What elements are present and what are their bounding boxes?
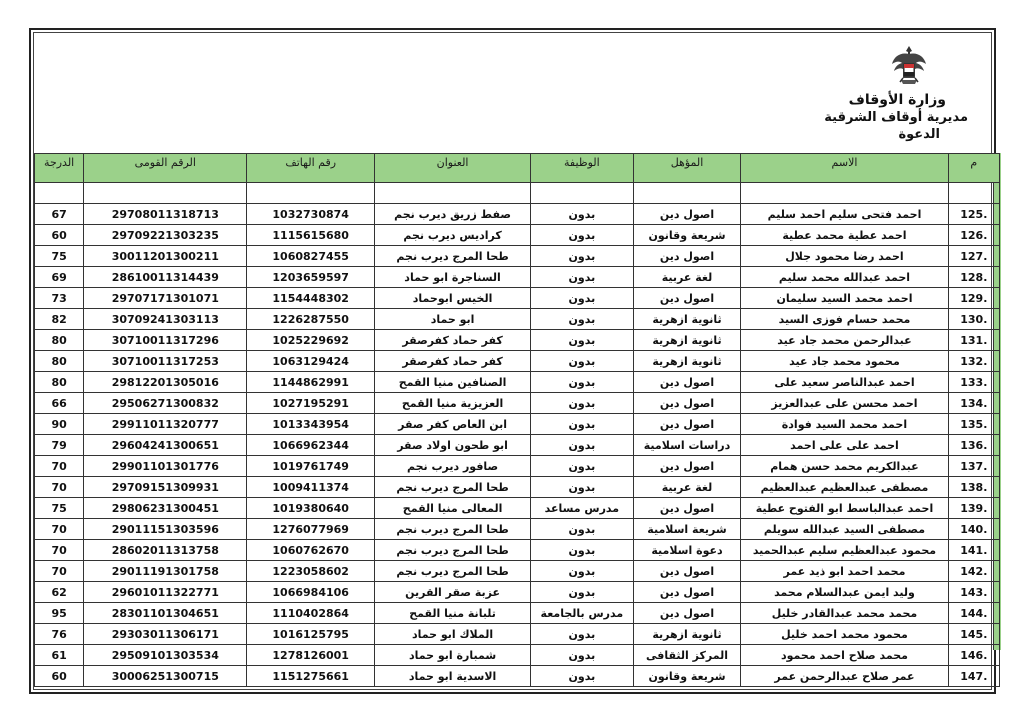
cell-qualification: ثانوية ازهرية <box>633 351 741 372</box>
cell-address: طحا المرج ديرب نجم <box>375 246 531 267</box>
cell-no: 135. <box>948 414 999 435</box>
cell-name: احمد عطية محمد عطية <box>741 225 948 246</box>
document-header <box>748 92 968 143</box>
cell-qualification: ثانوية ازهرية <box>633 624 741 645</box>
table-row <box>35 393 1000 414</box>
cell-qualification: شريعة اسلامية <box>633 519 741 540</box>
cell-national-id: 29901101301776 <box>84 456 247 477</box>
cell-job: بدون <box>531 267 634 288</box>
cell-no: 126. <box>948 225 999 246</box>
cell-phone: 1027195291 <box>247 393 375 414</box>
cell-grade: 80 <box>35 372 84 393</box>
cell-no: 144. <box>948 603 999 624</box>
table-row <box>35 498 1000 519</box>
cell-grade: 61 <box>35 645 84 666</box>
cell-name: عبدالكريم محمد حسن همام <box>741 456 948 477</box>
cell-qualification: اصول دين <box>633 246 741 267</box>
table-row <box>35 624 1000 645</box>
cell-grade: 62 <box>35 582 84 603</box>
cell-phone: 1016125795 <box>247 624 375 645</box>
table-row <box>35 225 1000 246</box>
cell-qualification: اصول دين <box>633 456 741 477</box>
cell-national-id: 28301101304651 <box>84 603 247 624</box>
cell-address: الملاك ابو حماد <box>375 624 531 645</box>
cell-grade: 73 <box>35 288 84 309</box>
cell-phone: 1144862991 <box>247 372 375 393</box>
cell-name: مصطفى السيد عبدالله سويلم <box>741 519 948 540</box>
cell-job: بدون <box>531 477 634 498</box>
table-row <box>35 666 1000 687</box>
cell-address: ابن العاص كفر صقر <box>375 414 531 435</box>
cell-name: احمد عبدالله محمد سليم <box>741 267 948 288</box>
cell-national-id: 29601011322771 <box>84 582 247 603</box>
cell-grade: 90 <box>35 414 84 435</box>
cell-name: محمد صلاح احمد محمود <box>741 645 948 666</box>
cell-address: عزبة صقر القرين <box>375 582 531 603</box>
cell-phone: 1060827455 <box>247 246 375 267</box>
cell-job: بدون <box>531 561 634 582</box>
cell-no: 128. <box>948 267 999 288</box>
cell-qualification: شريعة وقانون <box>633 666 741 687</box>
cell-national-id: 29911011320777 <box>84 414 247 435</box>
cell-phone: 1226287550 <box>247 309 375 330</box>
cell-qualification: لغة عربية <box>633 477 741 498</box>
cell-no: 127. <box>948 246 999 267</box>
cell-national-id: 29806231300451 <box>84 498 247 519</box>
cell-grade: 60 <box>35 225 84 246</box>
cell-national-id: 29509101303534 <box>84 645 247 666</box>
table-row <box>35 645 1000 666</box>
cell-name: محمود محمد احمد خليل <box>741 624 948 645</box>
cell-grade: 75 <box>35 246 84 267</box>
cell-no: 138. <box>948 477 999 498</box>
table-row <box>35 204 1000 225</box>
cell-address: الاسدية ابو حماد <box>375 666 531 687</box>
cell-name: احمد على على احمد <box>741 435 948 456</box>
cell-job: بدون <box>531 456 634 477</box>
cell-job: بدون <box>531 582 634 603</box>
cell-grade: 70 <box>35 561 84 582</box>
table-row <box>35 414 1000 435</box>
cell-grade: 95 <box>35 603 84 624</box>
header-gap <box>35 183 1000 204</box>
cell-no: 139. <box>948 498 999 519</box>
cell-no: 147. <box>948 666 999 687</box>
cell-address: الصنافين منيا القمح <box>375 372 531 393</box>
cell-address: ابو طحون اولاد صقر <box>375 435 531 456</box>
cell-phone: 1276077969 <box>247 519 375 540</box>
table-header-row <box>35 154 1000 183</box>
cell-qualification: ثانوية ازهرية <box>633 309 741 330</box>
cell-national-id: 30006251300715 <box>84 666 247 687</box>
cell-name: محمد احمد ابو ذيد عمر <box>741 561 948 582</box>
cell-no: 133. <box>948 372 999 393</box>
cell-job: بدون <box>531 666 634 687</box>
cell-phone: 1066984106 <box>247 582 375 603</box>
cell-job: بدون <box>531 288 634 309</box>
cell-grade: 69 <box>35 267 84 288</box>
cell-no: 134. <box>948 393 999 414</box>
cell-grade: 70 <box>35 477 84 498</box>
cell-name: عبدالرحمن محمد جاد عيد <box>741 330 948 351</box>
cell-job: مدرس بالجامعة <box>531 603 634 624</box>
cell-national-id: 29011191301758 <box>84 561 247 582</box>
cell-qualification: اصول دين <box>633 204 741 225</box>
cell-national-id: 29604241300651 <box>84 435 247 456</box>
cell-name: احمد رضا محمود جلال <box>741 246 948 267</box>
col-no: م <box>948 154 999 183</box>
cell-grade: 70 <box>35 456 84 477</box>
cell-national-id: 30710011317296 <box>84 330 247 351</box>
cell-national-id: 29011151303596 <box>84 519 247 540</box>
cell-address: صفط زريق ديرب نجم <box>375 204 531 225</box>
cell-qualification: دراسات اسلامية <box>633 435 741 456</box>
cell-phone: 1203659597 <box>247 267 375 288</box>
cell-phone: 1032730874 <box>247 204 375 225</box>
cell-name: احمد محسن على عبدالعزيز <box>741 393 948 414</box>
cell-qualification: اصول دين <box>633 393 741 414</box>
cell-address: صافور ديرب نجم <box>375 456 531 477</box>
col-name: الاسم <box>741 154 948 183</box>
table-row <box>35 267 1000 288</box>
cell-phone: 1060762670 <box>247 540 375 561</box>
cell-address: العزيزية منيا القمح <box>375 393 531 414</box>
cell-job: بدون <box>531 225 634 246</box>
table-row <box>35 540 1000 561</box>
table-row <box>35 351 1000 372</box>
cell-national-id: 30011201300211 <box>84 246 247 267</box>
roster-table <box>34 153 1000 687</box>
cell-qualification: شريعة وقانون <box>633 225 741 246</box>
cell-phone: 1013343954 <box>247 414 375 435</box>
cell-no: 137. <box>948 456 999 477</box>
cell-qualification: اصول دين <box>633 561 741 582</box>
cell-qualification: المركز الثقافى <box>633 645 741 666</box>
cell-address: طحا المرج ديرب نجم <box>375 540 531 561</box>
cell-qualification: اصول دين <box>633 288 741 309</box>
cell-name: محمد حسام فوزى السيد <box>741 309 948 330</box>
cell-phone: 1019761749 <box>247 456 375 477</box>
cell-grade: 70 <box>35 519 84 540</box>
cell-no: 141. <box>948 540 999 561</box>
cell-no: 145. <box>948 624 999 645</box>
cell-national-id: 28610011314439 <box>84 267 247 288</box>
cell-grade: 79 <box>35 435 84 456</box>
cell-address: طحا المرج ديرب نجم <box>375 519 531 540</box>
cell-national-id: 29303011306171 <box>84 624 247 645</box>
cell-qualification: اصول دين <box>633 372 741 393</box>
cell-no: 136. <box>948 435 999 456</box>
table-row <box>35 519 1000 540</box>
table-row <box>35 372 1000 393</box>
cell-national-id: 28602011313758 <box>84 540 247 561</box>
cell-no: 143. <box>948 582 999 603</box>
cell-phone: 1278126001 <box>247 645 375 666</box>
cell-phone: 1110402864 <box>247 603 375 624</box>
cell-qualification: لغة عربية <box>633 267 741 288</box>
table-row <box>35 603 1000 624</box>
cell-address: الخيس ابوحماد <box>375 288 531 309</box>
cell-name: محمد محمد عبدالقادر خليل <box>741 603 948 624</box>
cell-address: السناجرة ابو حماد <box>375 267 531 288</box>
cell-job: بدون <box>531 351 634 372</box>
cell-phone: 1151275661 <box>247 666 375 687</box>
cell-qualification: دعوة اسلامية <box>633 540 741 561</box>
cell-national-id: 30709241303113 <box>84 309 247 330</box>
cell-address: المعالى منيا القمح <box>375 498 531 519</box>
cell-job: بدون <box>531 372 634 393</box>
cell-phone: 1115615680 <box>247 225 375 246</box>
cell-name: محمود عبدالعظيم سليم عبدالحميد <box>741 540 948 561</box>
eagle-emblem-icon <box>889 42 929 90</box>
cell-grade: 80 <box>35 330 84 351</box>
cell-address: كفر حماد كفرصقر <box>375 351 531 372</box>
cell-name: محمود محمد جاد عيد <box>741 351 948 372</box>
cell-address: كفر حماد كفرصقر <box>375 330 531 351</box>
cell-job: بدون <box>531 309 634 330</box>
cell-job: بدون <box>531 330 634 351</box>
table-row <box>35 246 1000 267</box>
col-job: الوظيفة <box>531 154 634 183</box>
cell-grade: 70 <box>35 540 84 561</box>
cell-qualification: ثانوية ازهرية <box>633 330 741 351</box>
cell-grade: 76 <box>35 624 84 645</box>
cell-qualification: اصول دين <box>633 603 741 624</box>
cell-name: عمر صلاح عبدالرحمن عمر <box>741 666 948 687</box>
cell-job: بدون <box>531 624 634 645</box>
cell-no: 131. <box>948 330 999 351</box>
cell-no: 129. <box>948 288 999 309</box>
col-phone: رقم الهاتف <box>247 154 375 183</box>
table-row <box>35 309 1000 330</box>
cell-job: بدون <box>531 204 634 225</box>
cell-address: شمبارة ابو حماد <box>375 645 531 666</box>
cell-job: بدون <box>531 645 634 666</box>
cell-grade: 60 <box>35 666 84 687</box>
cell-name: احمد عبدالناصر سعيد على <box>741 372 948 393</box>
cell-name: وليد ايمن عبدالسلام محمد <box>741 582 948 603</box>
cell-phone: 1154448302 <box>247 288 375 309</box>
cell-grade: 82 <box>35 309 84 330</box>
cell-grade: 66 <box>35 393 84 414</box>
cell-job: بدون <box>531 519 634 540</box>
cell-no: 132. <box>948 351 999 372</box>
cell-national-id: 29708011318713 <box>84 204 247 225</box>
cell-address: كراديس ديرب نجم <box>375 225 531 246</box>
cell-qualification: اصول دين <box>633 582 741 603</box>
cell-address: طحا المرج ديرب نجم <box>375 477 531 498</box>
cell-name: احمد محمد السيد فوادة <box>741 414 948 435</box>
cell-job: بدون <box>531 246 634 267</box>
cell-job: بدون <box>531 540 634 561</box>
cell-national-id: 29709221303235 <box>84 225 247 246</box>
cell-address: تلبانة منيا القمح <box>375 603 531 624</box>
cell-name: مصطفى عبدالعظيم عبدالعظيم <box>741 477 948 498</box>
col-qualification: المؤهل <box>633 154 741 183</box>
cell-phone: 1066962344 <box>247 435 375 456</box>
cell-grade: 75 <box>35 498 84 519</box>
table-row <box>35 456 1000 477</box>
cell-grade: 80 <box>35 351 84 372</box>
cell-name: احمد عبدالباسط ابو الفتوح عطية <box>741 498 948 519</box>
cell-job: بدون <box>531 414 634 435</box>
cell-grade: 67 <box>35 204 84 225</box>
cell-phone: 1223058602 <box>247 561 375 582</box>
table-row <box>35 561 1000 582</box>
cell-national-id: 29506271300832 <box>84 393 247 414</box>
cell-phone: 1009411374 <box>247 477 375 498</box>
cell-no: 125. <box>948 204 999 225</box>
cell-national-id: 30710011317253 <box>84 351 247 372</box>
col-grade: الدرجة <box>35 154 84 183</box>
cell-address: طحا المرج ديرب نجم <box>375 561 531 582</box>
cell-no: 140. <box>948 519 999 540</box>
cell-phone: 1025229692 <box>247 330 375 351</box>
cell-job: بدون <box>531 393 634 414</box>
table-row <box>35 477 1000 498</box>
directorate-name: مديرية أوقاف الشرقية <box>824 110 968 125</box>
cell-national-id: 29812201305016 <box>84 372 247 393</box>
department-name: الدعوة <box>898 127 940 142</box>
cell-no: 142. <box>948 561 999 582</box>
cell-qualification: اصول دين <box>633 498 741 519</box>
cell-phone: 1019380640 <box>247 498 375 519</box>
table-row <box>35 435 1000 456</box>
cell-no: 146. <box>948 645 999 666</box>
table-row <box>35 330 1000 351</box>
cell-job: مدرس مساعد <box>531 498 634 519</box>
cell-address: ابو حماد <box>375 309 531 330</box>
cell-phone: 1063129424 <box>247 351 375 372</box>
cell-no: 130. <box>948 309 999 330</box>
table-row <box>35 582 1000 603</box>
cell-national-id: 29709151309931 <box>84 477 247 498</box>
cell-name: احمد فتحى سليم احمد سليم <box>741 204 948 225</box>
cell-name: احمد محمد السيد سليمان <box>741 288 948 309</box>
col-national-id: الرقم القومى <box>84 154 247 183</box>
table-row <box>35 288 1000 309</box>
col-address: العنوان <box>375 154 531 183</box>
cell-qualification: اصول دين <box>633 414 741 435</box>
ministry-name: وزارة الأوقاف <box>848 92 946 108</box>
cell-national-id: 29707171301071 <box>84 288 247 309</box>
cell-job: بدون <box>531 435 634 456</box>
